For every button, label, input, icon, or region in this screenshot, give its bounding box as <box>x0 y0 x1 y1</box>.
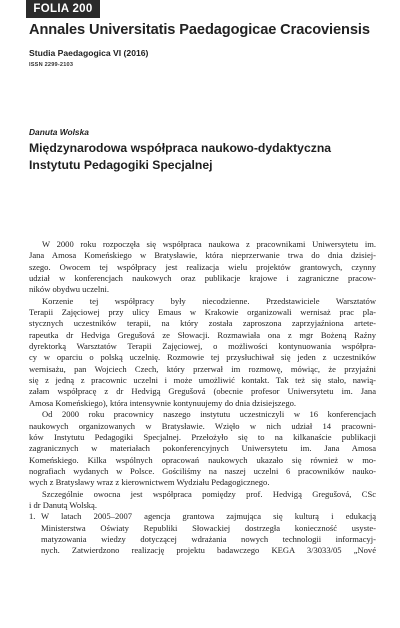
body-line: rapeutka dr Hedviga Gregušová ze Słowacji. Rozmawiała ona z mgr Bożeną Raźny <box>29 329 376 340</box>
body-line: załam współpracę z dr Hedvigą Gregušová (obecnie profesor Uniwersytetu im. Jana <box>29 386 376 397</box>
body-line: matyzowania wiedzy dotyczącej wdrażania nowych technologii informacyj- <box>41 533 376 544</box>
article-body <box>29 239 376 557</box>
body-line: cy w oparciu o polską uczelnię. Rozmowie tej przysłuchiwał się jeden z uczestników <box>29 352 376 363</box>
body-line: Jana Amosa Komeńskiego w Bratysławie, która nieprzerwanie trwa do dnia dzisiej- <box>29 250 376 261</box>
body-line: Szczególnie owocna jest współpraca pomiędzy prof. Hedvigą Gregušová, CSc <box>42 488 376 499</box>
journal-title: Annales Universitatis Paedagogicae Cracoviensis <box>29 22 370 38</box>
body-line: udział w konferencjach naukowych oraz publikacje krajowe i zagraniczne pracow- <box>29 273 376 284</box>
body-line: Od 2000 roku pracownicy naszego instytutu uczestniczyli w 16 konferencjach <box>42 409 376 420</box>
article-title-line: Międzynarodowa współpraca naukowo-dydaktyczna <box>29 141 332 155</box>
series-line: Studia Paedagogica VI (2016) <box>29 48 149 58</box>
article-title <box>29 140 369 174</box>
body-line: wych z Bratysławy wraz z kierownictwem Wydziału Pedagogicznego. <box>29 477 270 488</box>
body-line: Komeńskiego. Kilka wspólnych opracowań naukowych ukazało się również w mo- <box>29 454 376 465</box>
body-line: Amosa Komeńskiego), która intensywnie kontynuujemy do dnia dzisiejszego. <box>29 397 297 408</box>
body-line: szego. Owocem tej współpracy jest realizacja wielu projektów grantowych, czynny <box>29 261 376 272</box>
list-item-text: W latach 2005–2007 agencja grantowa zajmująca się kulturą i edukacją <box>41 511 376 522</box>
issn-line: ISSN 2299-2103 <box>29 62 74 68</box>
article-title-line: Instytutu Pedagogiki Specjalnej <box>29 158 213 172</box>
list-number: 1. <box>29 511 36 522</box>
body-line: ków Instytutu Pedagogiki Specjalnej. Przełożyło się to na kilkanaście publikacji <box>29 431 376 442</box>
body-line: Korzenie tej współpracy były niecodzienne. Przedstawiciele Warsztatów <box>42 295 376 306</box>
body-line: W 2000 roku rozpoczęła się współpraca naukowa z pracownikami Uniwersytetu im. <box>42 239 376 249</box>
body-line: naukowych organizowanych w Bratysławie. Wzięło w nich udział 14 pracowni- <box>29 420 376 431</box>
body-line: Terapii Zajęciowej przy ulicy Emaus w Krakowie organizowali wernisaż prac pla- <box>29 307 376 318</box>
body-line: stycznych uczestników terapii, na który została zaproszona zaprzyjaźniona artete- <box>29 318 376 329</box>
body-line: Ministerstwa Oświaty Republiki Słowackiej dostrzegła konieczność usyste- <box>41 522 376 533</box>
article-author: Danuta Wolska <box>29 127 89 137</box>
body-line: zagranicznych w materiałach pokonferencyjnych Uniwersytetu im. Jana Amosa <box>29 443 376 454</box>
body-line: i dr Danutą Wolską. <box>29 499 97 510</box>
body-line: nych. Zatwierdzono realizację projektu badawczego KEGA 3/3033/05 „Nové <box>41 545 376 556</box>
body-line: wernisażu, pan Wojciech Czech, który przerwał im rozmowę, mówiąc, że przyjaźni <box>29 363 376 374</box>
body-line: nografiach wydanych w Polsce. Gościliśmy na naszej uczelni 6 pracowników nauko- <box>29 465 376 476</box>
body-line: ników obydwu uczelni. <box>29 284 109 295</box>
body-line: dyrektorką Warsztatów Terapii Zajęciowej, o możliwości kontynuowania współpra- <box>29 341 376 352</box>
folia-badge: FOLIA 200 <box>26 0 100 18</box>
list-item-line <box>29 511 376 522</box>
body-line: się z jedną z pracownic uczelni i może umożliwić kontakt. Tak też się stało, nawią- <box>29 375 376 386</box>
